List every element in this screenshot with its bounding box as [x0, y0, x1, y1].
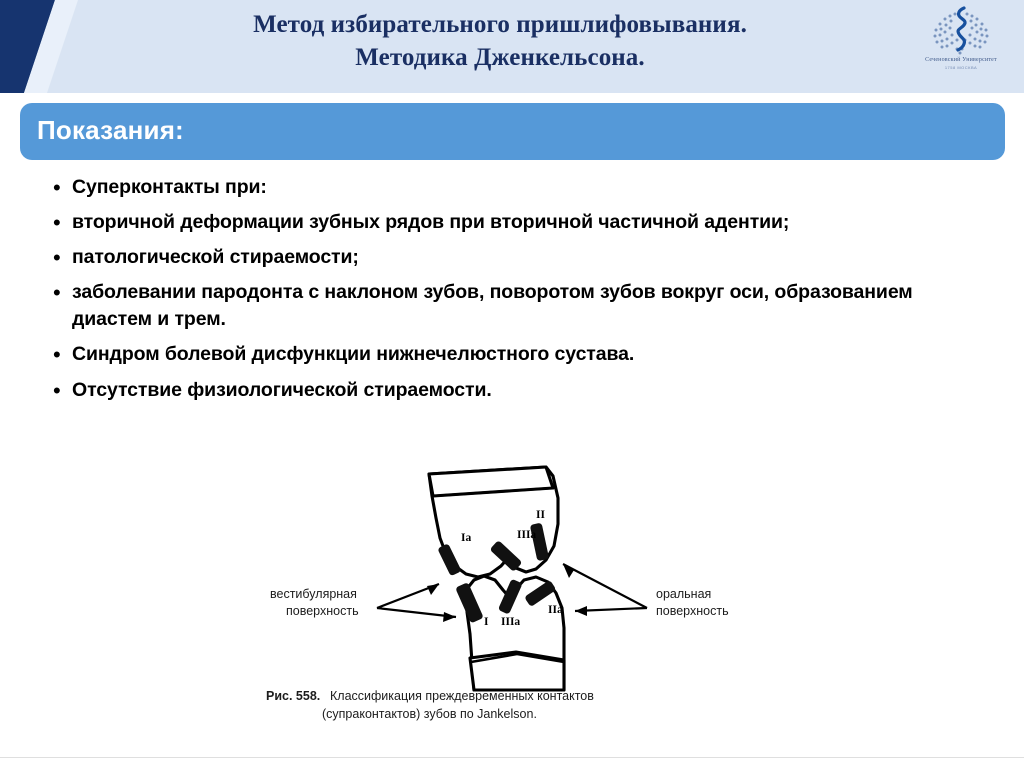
list-item: [50, 244, 950, 271]
sechenov-university-emblem-icon: [926, 4, 996, 56]
figure-right-label-line-2: поверхность: [656, 604, 729, 618]
list-item-label: Синдром болевой дисфункции нижнечелюстного сустава.: [72, 343, 635, 366]
contact-label-I: I: [484, 616, 489, 628]
bullet-marker-icon: •: [53, 175, 61, 200]
slide-header: [0, 0, 1024, 93]
logo-university-name: Сеченовский Университет: [925, 57, 997, 63]
bullet-marker-icon: •: [53, 210, 61, 236]
list-item-label: заболевании пародонта с наклоном зубов, поворотом зубов вокруг оси, образованием диастем и трем.: [72, 281, 913, 331]
figure-caption-line-1: Классификация преждевременных контактов: [330, 689, 594, 703]
list-item: [50, 341, 950, 368]
arrowhead: [427, 584, 439, 595]
contact-label-IIIa-upper: IIIa: [517, 529, 537, 541]
list-item: [50, 209, 950, 236]
contact-label-Ia: Ia: [461, 532, 472, 544]
figure-right-label-line-1: оральная: [656, 587, 712, 601]
contact-label-IIa: IIa: [548, 604, 563, 616]
section-banner-label: Показания:: [37, 115, 184, 145]
jankelson-classification-figure: [258, 462, 766, 724]
footer-divider: [0, 757, 1024, 758]
right-callout-arrows: [563, 564, 647, 611]
page-title-line-2: Методика Дженкельсона.: [355, 44, 645, 71]
university-logo: [905, 4, 1017, 88]
list-item: [50, 377, 950, 404]
list-item: [50, 279, 950, 333]
list-item-label: патологической стираемости;: [72, 246, 359, 269]
left-callout-arrows: [377, 584, 456, 617]
contact-label-IIIa-lower: IIIa: [501, 616, 521, 628]
arrowhead: [443, 612, 456, 622]
indications-list: [50, 174, 950, 412]
page-title-line-1: Метод избирательного пришлифовывания.: [253, 11, 747, 38]
bullet-marker-icon: •: [53, 245, 61, 271]
figure-caption-line-2: (супраконтактов) зубов по Jankelson.: [322, 707, 537, 721]
list-item-label: вторичной деформации зубных рядов при вторичной частичной адентии;: [72, 211, 790, 234]
list-item-label: Отсутствие физиологической стираемости.: [72, 378, 492, 401]
bullet-marker-icon: •: [53, 342, 61, 368]
figure-caption-number: Рис. 558.: [266, 689, 321, 703]
figure-left-label-line-2: поверхность: [286, 604, 359, 618]
page-title: [120, 8, 880, 74]
bullet-marker-icon: •: [53, 377, 61, 403]
section-banner: [20, 103, 1005, 160]
logo-subtitle: 1758 МОСКВА: [944, 65, 978, 70]
bullet-marker-icon: •: [53, 280, 61, 306]
arrowhead: [575, 606, 587, 616]
figure-left-label-line-1: вестибулярная: [270, 587, 357, 601]
list-item-label: Суперконтакты при:: [72, 176, 267, 198]
contact-label-II: II: [536, 509, 545, 521]
list-item: [50, 174, 950, 201]
